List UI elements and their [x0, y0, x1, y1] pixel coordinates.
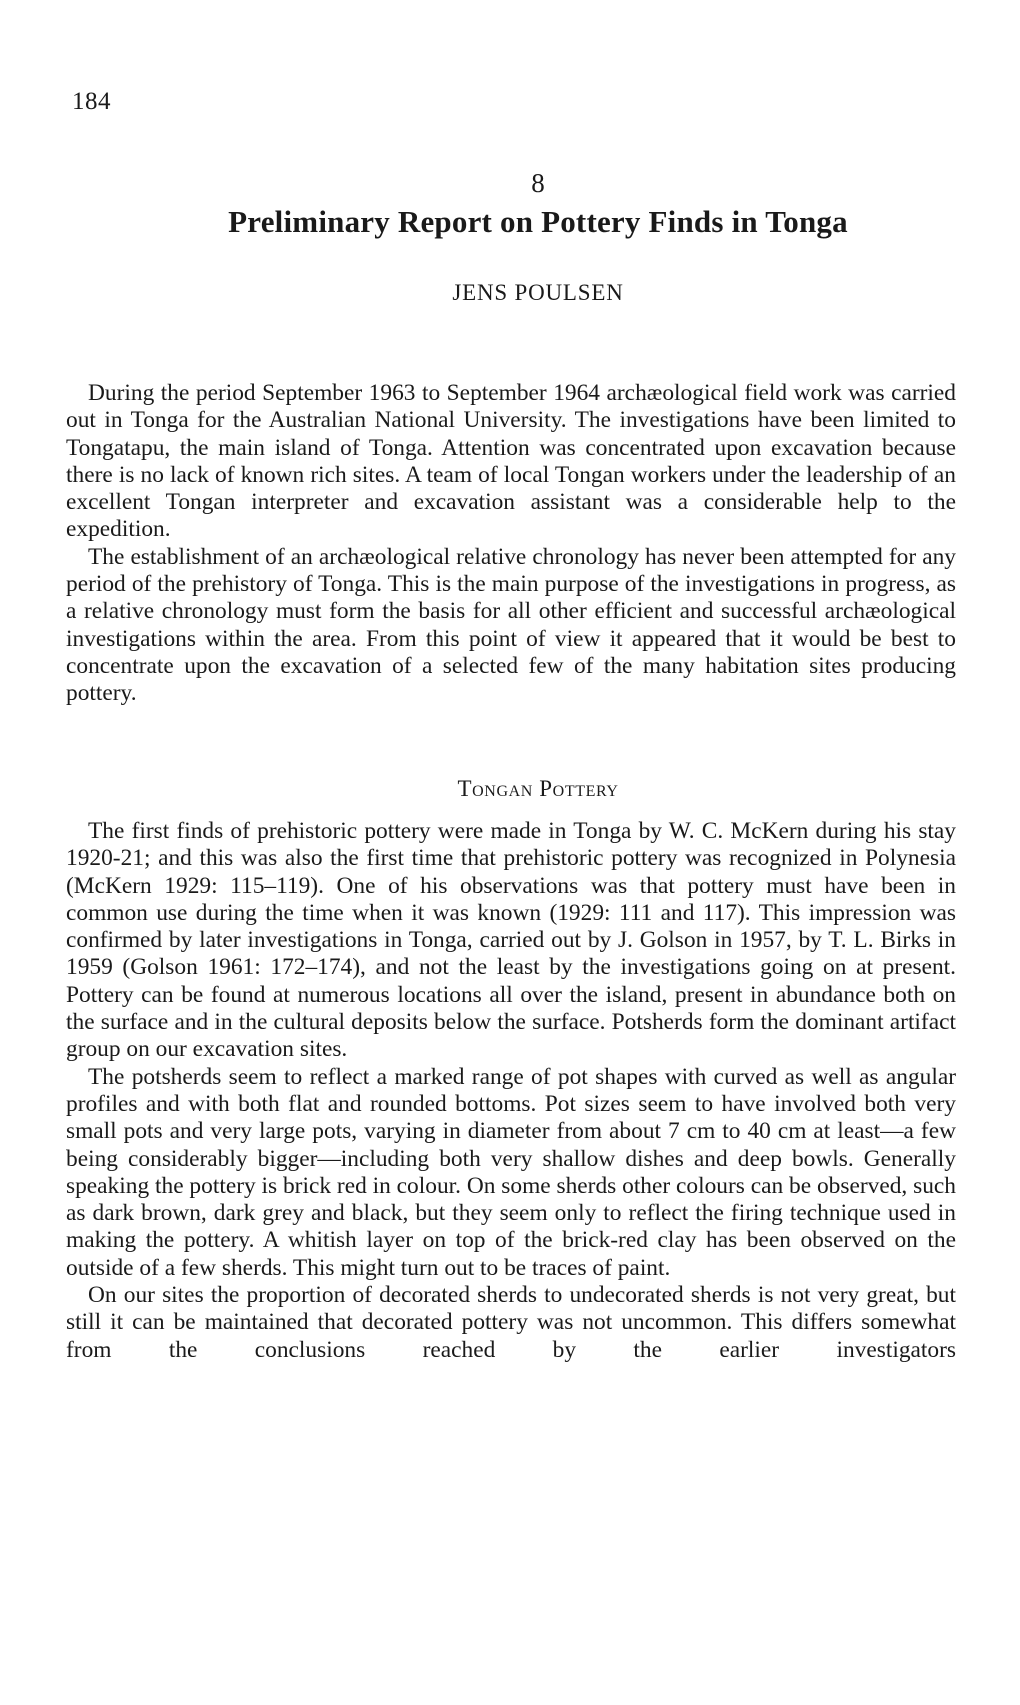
intro-paragraph-1: During the period September 1963 to September 1964 archæological field work was carried out in Tonga for the Australian National University. The investigations have been limited to Tongatapu, the main island of Tonga. Attention was concentrated upon excavation because there is no lack of known rich sites. A team of local Tongan workers under the leadership of an excellent Tongan interpreter and excavation assistant was a considerable help to the expedition.	[66, 380, 956, 543]
intro-text-block	[66, 380, 956, 708]
section-text-block	[66, 818, 956, 1364]
section-heading: Tongan Pottery	[457, 776, 619, 801]
author-name: JENS POULSEN	[452, 280, 624, 305]
page-number: 184	[72, 88, 111, 115]
section-paragraph-1: The first finds of prehistoric pottery were made in Tonga by W. C. McKern during his stay 1920-21; and this was also the first time that prehistoric pottery was recognized in Polynesia (McKern 1929: 115–119). One of his observations was that pottery must have been in common use during the time when it was known (1929: 111 and 117). This impression was confirmed by later investigations in Tonga, carried out by J. Golson in 1957, by T. L. Birks in 1959 (Golson 1961: 172–174), and not the least by the investigations going on at present. Pottery can be found at numerous locations all over the island, present in abundance both on the surface and in the cultural deposits below the surface. Potsherds form the dominant artifact group on our excavation sites.	[66, 818, 956, 1063]
article-title: Preliminary Report on Pottery Finds in Tonga	[228, 204, 848, 239]
section-paragraph-3: On our sites the proportion of decorated sherds to undecorated sherds is not very great, but still it can be maintained that decorated pottery was not uncommon. This differs somewhat from the conclusions reached by the earlier investigators	[66, 1282, 956, 1363]
section-paragraph-2: The potsherds seem to reflect a marked range of pot shapes with curved as well as angular profiles and with both flat and rounded bottoms. Pot sizes seem to have involved both very small pots and very large pots, varying in diameter from about 7 cm to 40 cm at least—a few being considerably bigger—including both very shallow dishes and deep bowls. Generally speaking the pottery is brick red in colour. On some sherds other colours can be observed, such as dark brown, dark grey and black, but they seem only to reflect the firing technique used in making the pottery. A whitish layer on top of the brick-red clay has been observed on the outside of a few sherds. This might turn out to be traces of paint.	[66, 1063, 956, 1281]
chapter-number: 8	[531, 168, 545, 198]
intro-paragraph-2: The establishment of an archæological relative chronology has never been attempted for any period of the prehistory of Tonga. This is the main purpose of the investigations in progress, as a relative chronology must form the basis for all other efficient and successful archæological investigations within the area. From this point of view it appeared that it would be best to concentrate upon the excavation of a selected few of the many habitation sites producing pottery.	[66, 543, 956, 707]
